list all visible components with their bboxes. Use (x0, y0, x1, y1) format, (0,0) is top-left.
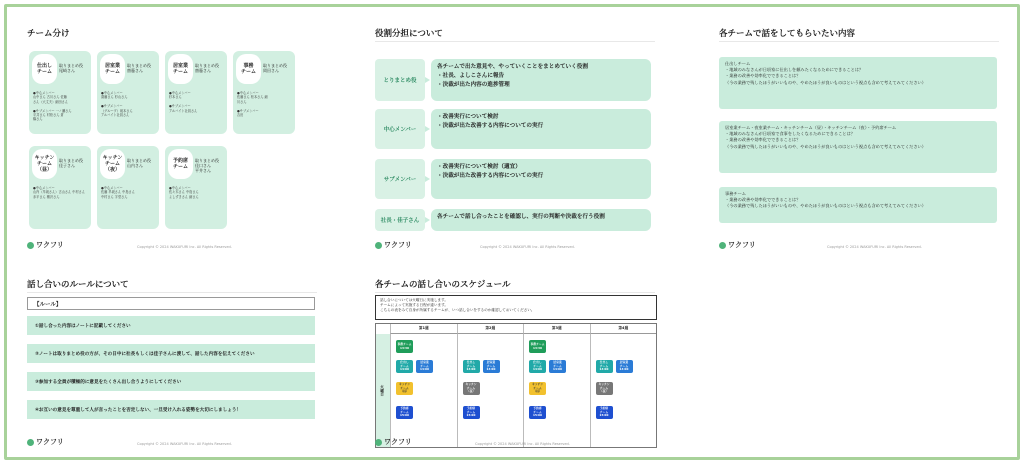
team-card (165, 51, 227, 134)
role-description (431, 109, 651, 149)
team-members: ●中心メンバー 山内（早坂さん）古山さん 中村さん 赤平さん 穂沢さん (33, 186, 86, 199)
role-description (431, 159, 651, 199)
topic-box (719, 121, 997, 173)
team-slot: 居室業 チーム 14:00 (483, 360, 500, 373)
role-row (375, 109, 651, 149)
title-divider (375, 292, 655, 293)
role-line: ・社長、よしこさんに報告 (437, 73, 505, 79)
topic-line: （今の業務で残したほうがいいものや、やめたほうが良いものはという視点も含めて考えてみてください） (725, 143, 926, 149)
role-line: ・決裁が出た改善する内容についての実行 (437, 173, 544, 179)
role-description (431, 59, 651, 101)
slide-title: 各チームの話し合いのスケジュール (375, 280, 511, 290)
team-lead: 取りまとめ役 山内さん (127, 158, 151, 168)
slide-roles (365, 21, 665, 255)
brand-logo (375, 240, 412, 250)
copyright: Copyright © 2024 WAKUFURI Inc. All Rights Reserved. (137, 245, 232, 249)
team-card (165, 146, 227, 229)
logo-icon (375, 439, 382, 446)
brand-name: ワクフリ (384, 438, 412, 446)
team-slot: キッチン チーム （昼） (396, 382, 413, 395)
rule-item: ④お互いの意見を尊重して人が言ったことを否定しない、一旦受け入れる姿勢を大切にしましょう！ (27, 400, 315, 419)
copyright: Copyright © 2024 WAKUFURI Inc. All Rights Reserved. (827, 245, 922, 249)
brand-name: ワクフリ (728, 241, 756, 249)
team-lead: 取りまとめ役 齋藤さん (127, 63, 151, 73)
copyright: Copyright © 2024 WAKUFURI Inc. All Rights Reserved. (137, 442, 232, 446)
team-members: ●中心メンバー 佐藤さん 松本さん 細 川さん ●サブメンバー 吉田 (237, 91, 268, 118)
topic-line: ・地域のみなさんが日頃家で食事をしたくなるためにできることは？ (725, 131, 855, 137)
brand-name: ワクフリ (384, 241, 412, 249)
topic-heading: 仕出しチーム (725, 61, 751, 66)
team-slot: キッチン チーム （夜） (463, 382, 480, 395)
role-line: ・決裁が出た内容の進捗管理 (437, 82, 510, 88)
schedule-grid (375, 323, 657, 448)
team-lead: 取りまとめ役 尾崎さん (59, 63, 83, 73)
week-header: 第2週 (457, 324, 524, 334)
topic-line: （今の業務で残したほうがいいものや、やめたほうが良いものはという視点も含めて考えてみてください） (725, 79, 926, 85)
topic-line: （今の業務で残したほうがいいものや、やめたほうが良いものはという視点も含めて考えてみてください） (725, 203, 926, 209)
topic-line: ・業務の改善や効率化でできることは？ (725, 137, 801, 143)
brand-logo (27, 437, 64, 447)
team-tag: 仕出し チーム (32, 54, 57, 84)
copyright: Copyright © 2024 WAKUFURI Inc. All Rights Reserved. (480, 245, 575, 249)
weekday-label: 火曜日 (376, 334, 390, 447)
topic-line: ・業務の改善や効率化でできることは？ (725, 197, 801, 203)
team-slot: 事務チーム 13:30 (529, 340, 546, 353)
note-line: チームによって実施する日程が違います。 (380, 303, 448, 307)
role-line: ・改善実行について検討（適宜） (437, 164, 521, 170)
brand-logo (375, 437, 412, 447)
title-divider (719, 41, 999, 42)
slide-title: 話し合いのルールについて (27, 280, 129, 290)
topic-heading: 居室業チーム・夜室業チーム・キッチンチーム（昼）・キッチンチーム（夜）・予約席チーム (725, 125, 897, 130)
team-members: ●中心メンバー 杉本さん ●サブメンバー アルバイト社員さん (169, 91, 198, 113)
team-tag: 居室業 チーム (100, 54, 125, 84)
team-slot: 仕出し チーム 14:00 (396, 360, 413, 373)
team-slot: 居室業 チーム 14:00 (616, 360, 633, 373)
title-divider (375, 41, 655, 42)
slide-title: 役割分担について (375, 29, 443, 39)
role-label: とりまとめ役 (375, 59, 425, 101)
role-line: ・決裁が出た改善する内容についての実行 (437, 123, 544, 129)
rule-item: ③参加する全員が積極的に意見をたくさん出し合うようにしてください (27, 372, 315, 391)
role-description (431, 209, 651, 231)
logo-icon (27, 439, 34, 446)
note-line: 話し合いについては火曜日に実施します。 (380, 298, 448, 302)
topic-heading: 事務チーム (725, 191, 746, 196)
logo-icon (27, 242, 34, 249)
role-line: 各チームで話し合ったことを確認し、実行の判断や決裁を行う役割 (437, 214, 605, 220)
title-divider (27, 292, 317, 293)
week-header: 第4週 (590, 324, 657, 334)
topic-line: ・地域のみなさんが日頃家に仕出しを頼みたくなるためにできることは？ (725, 67, 864, 73)
team-slot: 予約席 チーム 15:00 (596, 406, 613, 419)
collage-frame (4, 4, 1020, 460)
team-lead: 取りまとめ役 佳口さん 平井さん (195, 158, 219, 173)
rule-item: ②ノートは取りまとめ役の方が、その日中に社長もしくは佳子さんに渡して、話した内容を伝えてください (27, 344, 315, 363)
team-tag: キッチン チーム （昼） (32, 149, 57, 179)
brand-logo (27, 240, 64, 250)
team-slot: 居室業 チーム 14:00 (416, 360, 433, 373)
arrow-icon (425, 176, 430, 182)
team-slot: 事務チーム 13:30 (396, 340, 413, 353)
brand-name: ワクフリ (36, 438, 64, 446)
arrow-icon (425, 126, 430, 132)
team-slot: 居室業 チーム 14:00 (549, 360, 566, 373)
team-members: ●中心メンバー 山中さん 古川さん 佐藤 さん（大丈夫）細田さん ●サブメンバー 一ノ瀬さん 平井さん 村松さん 倉 橋さん (33, 91, 72, 122)
team-slot: 予約席 チーム 15:00 (529, 406, 546, 419)
team-slot: 予約席 チーム 15:00 (463, 406, 480, 419)
rules-header: 【ルール】 (27, 297, 315, 310)
team-tag: キッチン チーム （夜） (100, 149, 125, 179)
team-members: ●中心メンバー 佐藤 早坂さん 中島さん 中村さん 宇堂さん (101, 186, 135, 199)
copyright: Copyright © 2024 WAKUFURI Inc. All Rights Reserved. (475, 442, 570, 446)
topic-box (719, 187, 997, 223)
arrow-icon (425, 217, 430, 223)
team-slot: 予約席 チーム 15:00 (396, 406, 413, 419)
role-label: 中心メンバー (375, 109, 425, 149)
schedule-note (375, 295, 657, 320)
slide-schedule (365, 272, 665, 452)
role-line: ・改善実行について検討 (437, 114, 499, 120)
week-header: 第1週 (390, 324, 457, 334)
team-card (97, 146, 159, 229)
team-slot: キッチン チーム （夜） (596, 382, 613, 395)
team-slot: キッチン チーム （昼） (529, 382, 546, 395)
role-row (375, 159, 651, 199)
team-members: ●中心メンバー 佐々木さん 中島さん よしずきさん 細さん (169, 186, 199, 199)
slide-title: チーム分け (27, 29, 70, 39)
role-label: 社長・佳子さん (375, 209, 425, 231)
slide-title: 各チームで話をしてもらいたい内容 (719, 29, 856, 39)
brand-logo (719, 240, 756, 250)
team-tag: 予約席 チーム (168, 149, 193, 179)
slide-rules (17, 272, 327, 452)
brand-name: ワクフリ (36, 241, 64, 249)
arrow-icon (425, 77, 430, 83)
team-members: ●中心メンバー 齋藤さん 杉山さん ●サブメンバー （グループ）坂本さん アルバイト社員さん (101, 91, 133, 118)
team-card (29, 146, 91, 229)
topic-line: ・業務の改善や効率化でできることは？ (725, 73, 801, 79)
team-tag: 居室業 チーム (168, 54, 193, 84)
team-card (29, 51, 91, 134)
team-lead: 取りまとめ役 岡田さん (263, 63, 287, 73)
team-lead: 取りまとめ役 齋藤さん (195, 63, 219, 73)
team-tag: 事務 チーム (236, 54, 261, 84)
slide-topics (709, 21, 1009, 255)
logo-icon (375, 242, 382, 249)
team-card (233, 51, 295, 134)
logo-icon (719, 242, 726, 249)
role-line: 各チームで出た意見や、やっていくことをまとめていく役割 (437, 64, 588, 70)
team-slot: 仕出し チーム 14:00 (463, 360, 480, 373)
team-card (97, 51, 159, 134)
rule-item: ①話し合った内容はノートに記載してください (27, 316, 315, 335)
week-header: 第3週 (523, 324, 590, 334)
team-lead: 取りまとめ役 佳子さん (59, 158, 83, 168)
team-slot: 仕出し チーム 14:00 (596, 360, 613, 373)
role-row (375, 59, 651, 101)
team-slot: 仕出し チーム 14:00 (529, 360, 546, 373)
note-line: こちらの表をみて自身が所属するチームが、いつ話し合いをするのか確認しておいてください。 (380, 308, 535, 312)
slide-teams (17, 21, 317, 255)
topic-box (719, 57, 997, 109)
role-row (375, 209, 651, 231)
role-label: サブメンバー (375, 159, 425, 199)
